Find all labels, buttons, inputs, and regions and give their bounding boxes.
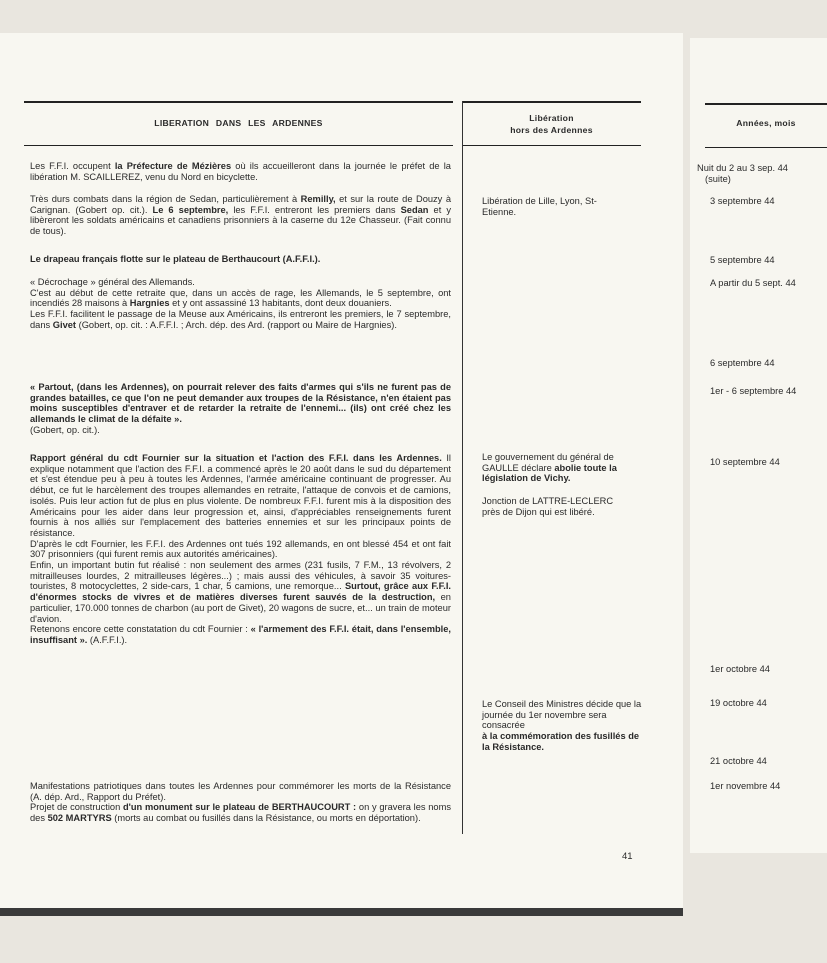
right-page-fragment — [690, 38, 827, 853]
page-edge-shadow — [0, 908, 683, 916]
date-entry: 21 octobre 44 — [710, 756, 767, 766]
date-entry: 6 septembre 44 — [710, 358, 775, 368]
entry-rapport-fournier — [30, 453, 451, 646]
header-bottom-rule-right — [705, 147, 827, 148]
date-entry: A partir du 5 sept. 44 — [710, 278, 796, 288]
text: Retenons encore cette constatation du cdt Fournier : — [30, 624, 251, 635]
entry-partout — [30, 382, 451, 436]
text: et sur la route de Douzy à Carignan. (Gobert op. cit.). — [30, 194, 451, 215]
page-number: 41 — [622, 851, 633, 862]
entry-decrochage — [30, 277, 451, 331]
text-bold: Rapport général du cdt Fournier sur la situation et l'action des F.F.I. dans les Ardennes. — [30, 453, 442, 463]
text: Manifestations patriotiques dans toutes les Ardennes pour commémorer les morts de la Résistance (A. dép. Ard., Rapport du Préfet). — [30, 781, 451, 802]
text-bold: la Préfecture de Mézières — [114, 161, 232, 171]
text-bold: Sedan — [400, 204, 429, 215]
text: Les F.F.I. facilitent le passage de la Meuse aux Américains, ils entreront les premiers, le 7 septembre, dans — [30, 309, 451, 330]
text-bold: Remilly, — [300, 194, 336, 204]
date-entry: 3 septembre 44 — [710, 196, 775, 206]
text: on y gravera les noms des — [30, 802, 451, 824]
text: C'est au début de cette retraite que, dans un accès de rage, les Allemands, le 5 septembre, ont incendiés 28 maisons à — [30, 287, 451, 309]
text: où ils accueilleront dans la journée le préfet de la libération M. SCAILLEREZ, venu du Nord en bicyclette. — [30, 161, 451, 182]
middle-gouvernement-gaulle — [482, 452, 647, 484]
text: les F.F.I. entreront les premiers dans — [228, 204, 401, 215]
text — [30, 288, 451, 309]
text: (A.F.F.I.). — [87, 634, 128, 645]
text: Projet de construction — [30, 802, 123, 813]
date-entry: 1er octobre 44 — [710, 664, 770, 674]
text-bold: Givet — [52, 319, 77, 330]
text: (morts au combat ou fusillés dans la Résistance, ou morts en déportation). — [111, 813, 421, 824]
header-bottom-rule-left — [24, 145, 453, 146]
middle-conseil-ministres — [482, 699, 647, 753]
entry-sedan — [30, 194, 451, 237]
quote: « Partout, (dans les Ardennes), on pourrait relever des faits d'armes qui s'ils ne furent pas de grandes batailles, ce que l'on ne peut demander aux troupes de la Résistance, n'en étaient pas moins susceptibles d'entraver et de retarder la retraite de l'ennemi... (ils) ont créé chez les allemands le climat de la défaite ». — [30, 382, 451, 425]
header-rule-right — [705, 103, 827, 105]
text: Très durs combats dans la région de Sedan, particulièrement à — [30, 194, 301, 204]
column-header-left: LIBERATION DANS LES ARDENNES — [154, 118, 323, 128]
text-bold: Hargnies — [129, 298, 170, 309]
header-rule-left — [24, 101, 453, 103]
header-bottom-rule-middle — [462, 145, 641, 146]
text: (Gobert, op. cit. : A.F.F.I. ; Arch. dép. des Ard. (rapport ou Maire de Hargnies). — [76, 319, 397, 330]
text: Le gouvernement du général de GAULLE déclare — [482, 452, 614, 473]
middle-liberation-lille: Libération de Lille, Lyon, St-Etienne. — [482, 196, 597, 217]
date-entry: Nuit du 2 au 3 sep. 44 — [697, 163, 788, 173]
header-rule-middle — [462, 101, 641, 103]
entry-prefecture — [30, 161, 451, 182]
text: Le Conseil des Ministres décide que la journée du 1er novembre sera consacrée — [482, 699, 642, 731]
text — [30, 453, 451, 539]
date-entry: 10 septembre 44 — [710, 457, 780, 467]
text: (Gobert, op. cit.). — [30, 424, 100, 435]
text-bold: Le 6 septembre, — [152, 204, 229, 215]
text: « Décrochage » général des Allemands. — [30, 277, 195, 287]
text: et y libèreront les soldats américains et canadiens prisonniers à la caserne du 12e Chasseur. (Fait connu de tous). — [30, 204, 451, 237]
column-header-right: Années, mois — [736, 118, 796, 128]
text — [30, 309, 451, 330]
text-bold: « l'armement des F.F.I. était, dans l'ensemble, insuffisant ». — [30, 624, 451, 645]
text: Les F.F.I. occupent — [30, 161, 115, 171]
entry-drapeau: Le drapeau français flotte sur le plateau de Berthaucourt (A.F.F.I.). — [30, 254, 321, 264]
date-entry: 1er - 6 septembre 44 — [710, 386, 797, 396]
date-entry: 19 octobre 44 — [710, 698, 767, 708]
column-header-middle-line1: Libération — [529, 113, 574, 123]
text-bold: Surtout, grâce aux F.F.I. d'énormes stocks de vivres et de matières diverses furent sauvés de la destruction, — [30, 581, 451, 603]
column-header-middle-line2: hors des Ardennes — [510, 125, 593, 135]
text: et y ont assassiné 13 habitants, dont deux douaniers. — [169, 298, 392, 309]
text: Enfin, un important butin fut réalisé : non seulement des armes (231 fusils, 7 F.M., 13 révolvers, 2 mitrailleuses lourdes, 2 mitrailleuses légères...) ; mais aussi des véhicules, à savoir 35 voitures-touristes, 8 motocyclettes, 2 side-cars, 1 char, 5 camions, une remorque... — [30, 560, 451, 592]
text-bold: abolie toute la législation de Vichy. — [482, 462, 617, 484]
text — [30, 624, 451, 645]
date-entry: (suite) — [705, 174, 731, 184]
column-header-middle — [462, 112, 641, 136]
entry-manifestations — [30, 781, 451, 824]
text: D'après le cdt Fournier, les F.F.I. des Ardennes ont tués 192 allemands, en ont blessé 454 et ont fait 307 prisonniers (qui furent remis aux autorités américaines). — [30, 538, 451, 560]
text: Il explique notamment que l'action des F.F.I. a commencé après le 20 août dans le sud du département et s'est étendue peu à peu à toutes les Ardennes, l'armée américaine continuant de progresser. Au début, ce fut le harcèlement des troupes allemandes en retraite, l'attaque de convois et de camions, isolés. Puis leur action fut de plus en plus violente. De nombreux F.F.I. furent mis à la disposition des Américains pour les aider dans leur progression et, ainsi, d'appréciables renseignements furent fournis à nos alliés sur l'emplacement des batteries ennemies et sur les principaux points de résistance. — [30, 453, 451, 538]
text: en particulier, 170.000 tonnes de charbon (au port de Givet), 20 wagons de sucre, et... un train de moteur d'avion. — [30, 592, 451, 624]
text-bold: 502 MARTYRS — [47, 813, 112, 824]
text — [30, 560, 451, 624]
text-bold: à la commémoration des fusillés de la Résistance. — [482, 731, 640, 752]
date-entry: 5 septembre 44 — [710, 255, 775, 265]
date-entry: 1er novembre 44 — [710, 781, 781, 791]
column-divider — [462, 101, 463, 834]
text — [30, 802, 451, 823]
text-bold: d'un monument sur le plateau de BERTHAUCOURT : — [122, 802, 357, 813]
middle-jonction: Jonction de LATTRE-LECLERC près de Dijon qui est libéré. — [482, 496, 614, 517]
